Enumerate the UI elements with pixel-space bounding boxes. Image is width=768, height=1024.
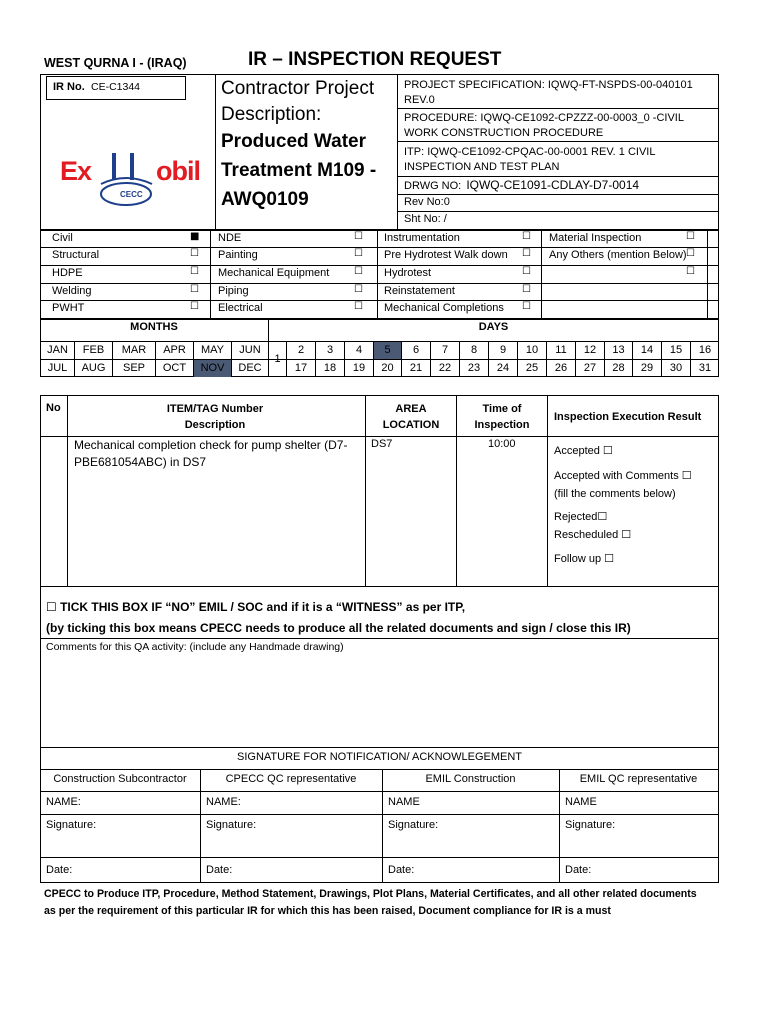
signature-title: SIGNATURE FOR NOTIFICATION/ ACKNOWLEGEMENT <box>237 751 522 763</box>
discipline-checkbox-structural[interactable]: ☐ <box>190 248 199 259</box>
ir-no-label: IR No. <box>53 81 85 93</box>
discipline-label-nde: NDE <box>218 232 242 244</box>
day-22[interactable]: 22 <box>438 362 452 374</box>
signature-sign-3[interactable]: Signature: <box>388 819 439 831</box>
ir-no-box <box>46 76 186 100</box>
signature-name-3[interactable]: NAME <box>388 796 420 808</box>
signature-date-1[interactable]: Date: <box>46 864 73 876</box>
item-time: 10:00 <box>488 438 516 450</box>
day-10[interactable]: 10 <box>525 344 539 356</box>
ir-no-value: CE-C1344 <box>91 81 141 93</box>
rev-no: Rev No:0 <box>404 196 450 208</box>
month-mar[interactable]: MAR <box>121 344 147 356</box>
months-label: MONTHS <box>130 321 178 333</box>
project-name: Produced Water Treatment M109 - AWQ0109 <box>221 131 377 210</box>
discipline-label-mechanical-equipment: Mechanical Equipment <box>218 267 330 279</box>
day-7[interactable]: 7 <box>441 344 449 356</box>
discipline-checkbox-welding[interactable]: ☐ <box>190 284 199 295</box>
header-item: ITEM/TAG Number Description <box>166 403 264 431</box>
location-label: WEST QURNA I - (IRAQ) <box>44 56 187 70</box>
discipline-checkbox-piping[interactable]: ☐ <box>354 284 363 295</box>
discipline-label-material-inspection: Material Inspection <box>549 232 642 244</box>
month-dec[interactable]: DEC <box>238 362 262 374</box>
result-accepted-with-comments[interactable]: Accepted with Comments ☐ <box>554 470 692 482</box>
footer-note-line1: CPECC to Produce ITP, Procedure, Method Statement, Drawings, Plot Plans, Material Certificates, and all other related documents <box>44 888 697 900</box>
logo-text-left: Ex <box>60 156 92 186</box>
discipline-label-welding: Welding <box>52 285 92 297</box>
discipline-checkbox-pwht[interactable]: ☐ <box>190 301 199 312</box>
itp: ITP: IQWQ-CE1092-CPQAC-00-0001 REV. 1 CIVIL INSPECTION AND TEST PLAN <box>404 146 656 173</box>
discipline-checkbox-blank-2-3[interactable]: ☐ <box>686 266 695 277</box>
signature-header-2: CPECC QC representative <box>225 773 357 785</box>
day-3[interactable]: 3 <box>326 344 334 356</box>
month-jan[interactable]: JAN <box>47 344 68 356</box>
month-sep[interactable]: SEP <box>122 362 145 374</box>
signature-date-2[interactable]: Date: <box>206 864 233 876</box>
discipline-checkbox-mechanical-completions[interactable]: ☐ <box>522 301 531 312</box>
discipline-checkbox-mechanical-equipment[interactable]: ☐ <box>354 266 363 277</box>
day-14[interactable]: 14 <box>640 344 654 356</box>
result-rescheduled[interactable]: Rescheduled ☐ <box>554 529 632 541</box>
comments-area[interactable] <box>41 656 717 746</box>
discipline-label-structural: Structural <box>52 249 100 261</box>
day-5[interactable]: 5 <box>374 342 401 359</box>
month-aug[interactable]: AUG <box>81 362 106 374</box>
day-18[interactable]: 18 <box>323 362 337 374</box>
month-apr[interactable]: APR <box>163 344 186 356</box>
day-11[interactable]: 11 <box>555 344 567 356</box>
discipline-checkbox-hydrotest[interactable]: ☐ <box>522 266 531 277</box>
day-21[interactable]: 21 <box>409 362 423 374</box>
day-19[interactable]: 19 <box>352 362 366 374</box>
day-4[interactable]: 4 <box>355 344 363 356</box>
discipline-label-pre-hydrotest-walk-down: Pre Hydrotest Walk down <box>384 249 508 261</box>
day-6[interactable]: 6 <box>412 344 420 356</box>
day-27[interactable]: 27 <box>583 362 597 374</box>
company-logo <box>60 150 210 210</box>
discipline-label-mechanical-completions: Mechanical Completions <box>384 302 504 314</box>
project-label: Contractor Project Description: <box>221 78 375 125</box>
procedure: PROCEDURE: IQWQ-CE1092-CPZZZ-00-0003_0 -CIVIL WORK CONSTRUCTION PROCEDURE <box>404 112 684 139</box>
witness-note-line: (by ticking this box means CPECC needs to produce all the related documents and sign / close this IR) <box>46 621 631 635</box>
signature-sign-1[interactable]: Signature: <box>46 819 97 831</box>
month-nov[interactable]: NOV <box>194 360 231 377</box>
project-specification: PROJECT SPECIFICATION: IQWQ-FT-NSPDS-00-040101 REV.0 <box>404 79 693 106</box>
discipline-label-painting: Painting <box>218 249 258 261</box>
item-area: DS7 <box>371 438 393 450</box>
day-16[interactable]: 16 <box>698 344 712 356</box>
logo-text-right: obil <box>156 156 200 186</box>
signature-name-4[interactable]: NAME <box>565 796 597 808</box>
header-result: Inspection Execution Result <box>554 411 702 423</box>
day-24[interactable]: 24 <box>496 362 510 374</box>
discipline-label-electrical: Electrical <box>218 302 263 314</box>
result-follow-up[interactable]: Follow up ☐ <box>554 553 614 565</box>
month-feb[interactable]: FEB <box>82 344 105 356</box>
signature-date-4[interactable]: Date: <box>565 864 592 876</box>
result-rejected[interactable]: Rejected☐ <box>554 511 608 523</box>
logo-inner-text: CECC <box>120 190 143 199</box>
day-20[interactable]: 20 <box>381 362 394 374</box>
day-30[interactable]: 30 <box>669 362 683 374</box>
discipline-checkbox-hdpe[interactable]: ☐ <box>190 266 199 277</box>
signature-name-1[interactable]: NAME: <box>46 796 81 808</box>
day-29[interactable]: 29 <box>640 362 654 374</box>
signature-date-3[interactable]: Date: <box>388 864 415 876</box>
day-23[interactable]: 23 <box>467 362 481 374</box>
form-title: IR – INSPECTION REQUEST <box>248 49 502 70</box>
witness-tick-line[interactable]: ☐ TICK THIS BOX IF “NO” EMIL / SOC and if it is a “WITNESS” as per ITP, <box>46 600 466 614</box>
discipline-checkbox-nde[interactable]: ☐ <box>354 231 363 242</box>
discipline-checkbox-civil[interactable]: ■ <box>190 231 200 242</box>
day-9[interactable]: 9 <box>499 344 507 356</box>
discipline-checkbox-electrical[interactable]: ☐ <box>354 301 363 312</box>
footer-note-line2: as per the requirement of this particular IR for which this has been raised, Document compliance for IR is a must <box>44 905 611 917</box>
discipline-checkbox-any-others-mention-below-[interactable]: ☐ <box>686 248 695 259</box>
item-description: Mechanical completion check for pump shelter (D7-PBE681054ABC) in DS7 <box>74 438 348 469</box>
header-time: Time of Inspection <box>474 403 530 431</box>
discipline-checkbox-reinstatement[interactable]: ☐ <box>522 284 531 295</box>
discipline-label-piping: Piping <box>218 285 249 297</box>
month-jun[interactable]: JUN <box>239 344 261 356</box>
day-15[interactable]: 15 <box>669 344 683 356</box>
discipline-label-pwht: PWHT <box>52 302 85 314</box>
result-accepted[interactable]: Accepted ☐ <box>554 445 613 457</box>
day-1[interactable]: 1 <box>274 353 281 365</box>
signature-header-3: EMIL Construction <box>425 773 516 785</box>
sht-no: Sht No: / <box>404 213 447 225</box>
discipline-checkbox-painting[interactable]: ☐ <box>354 248 363 259</box>
drawing-label: DRWG NO: <box>404 180 462 192</box>
signature-sign-2[interactable]: Signature: <box>206 819 257 831</box>
signature-name-2[interactable]: NAME: <box>206 796 241 808</box>
day-28[interactable]: 28 <box>612 362 625 374</box>
day-2[interactable]: 2 <box>297 344 305 356</box>
discipline-label-civil: Civil <box>52 232 73 244</box>
day-25[interactable]: 25 <box>525 362 539 374</box>
discipline-label-hydrotest: Hydrotest <box>384 267 432 279</box>
drawing-number <box>404 179 639 193</box>
drawing-value: IQWQ-CE1091-CDLAY-D7-0014 <box>466 178 640 192</box>
month-oct[interactable]: OCT <box>162 362 187 374</box>
day-12[interactable]: 12 <box>583 344 597 356</box>
discipline-checkbox-pre-hydrotest-walk-down[interactable]: ☐ <box>522 248 531 259</box>
discipline-label-hdpe: HDPE <box>52 267 83 279</box>
comments-label: Comments for this QA activity: (include any Handmade drawing) <box>46 641 344 653</box>
day-26[interactable]: 26 <box>554 362 568 374</box>
header-area: AREA LOCATION <box>382 403 440 431</box>
discipline-label-reinstatement: Reinstatement <box>384 285 455 297</box>
day-8[interactable]: 8 <box>470 344 478 356</box>
day-31[interactable]: 31 <box>698 362 712 374</box>
result-fill-comments-note: (fill the comments below) <box>554 488 676 500</box>
days-label: DAYS <box>478 321 509 333</box>
discipline-checkbox-instrumentation[interactable]: ☐ <box>522 231 531 242</box>
signature-header-4: EMIL QC representative <box>579 773 698 785</box>
signature-sign-4[interactable]: Signature: <box>565 819 616 831</box>
header-no: No <box>46 402 61 414</box>
cecc-emblem-icon <box>96 150 158 208</box>
day-13[interactable]: 13 <box>612 344 625 356</box>
day-17[interactable]: 17 <box>294 362 308 374</box>
discipline-label-any-others-mention-below-: Any Others (mention Below) <box>549 249 687 261</box>
discipline-label-instrumentation: Instrumentation <box>384 232 460 244</box>
signature-header-1: Construction Subcontractor <box>53 773 187 785</box>
month-may[interactable]: MAY <box>200 344 225 356</box>
discipline-checkbox-material-inspection[interactable]: ☐ <box>686 231 695 242</box>
month-jul[interactable]: JUL <box>47 362 68 374</box>
